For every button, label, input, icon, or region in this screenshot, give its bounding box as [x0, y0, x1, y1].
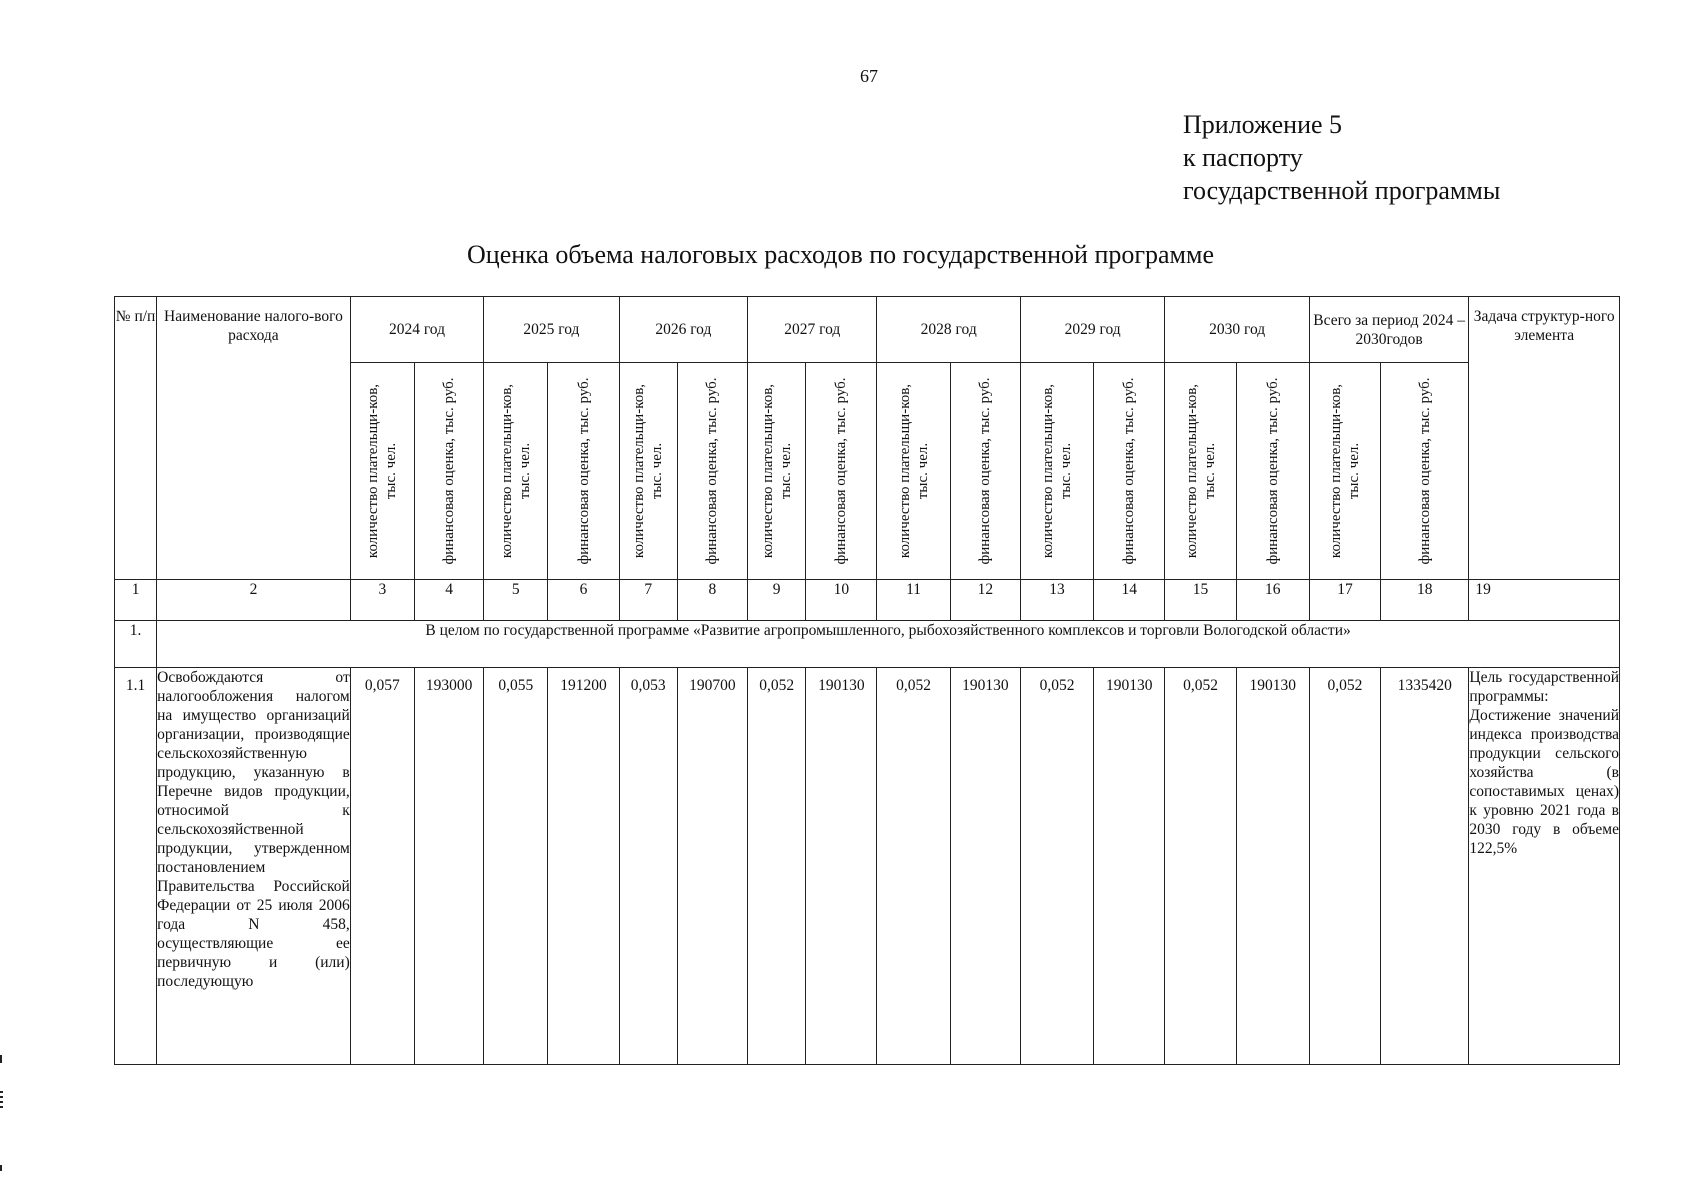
value-fin-total: 1335420 — [1381, 668, 1469, 1065]
value-count-2027: 0,052 — [748, 668, 806, 1065]
column-number: 13 — [1020, 580, 1093, 621]
column-number: 1 — [115, 580, 157, 621]
header-year-2027: 2027 год — [748, 297, 877, 363]
header-num: № п/п — [115, 297, 157, 580]
appendix-note — [1183, 108, 1500, 207]
column-number: 12 — [950, 580, 1020, 621]
header-year-2024: 2024 год — [350, 297, 483, 363]
header-year-2030: 2030 год — [1165, 297, 1309, 363]
value-fin-2026: 190700 — [677, 668, 747, 1065]
subheader-fin-2028: финансовая оценка, тыс. руб. — [950, 363, 1020, 580]
scan-margin-marks — [0, 1055, 4, 1175]
document-title: Оценка объема налоговых расходов по государственной программе — [467, 240, 1215, 269]
value-fin-2024: 193000 — [414, 668, 483, 1065]
column-number: 19 — [1469, 580, 1620, 621]
value-count-2030: 0,052 — [1165, 668, 1236, 1065]
section-number: 1. — [115, 621, 157, 668]
column-number: 4 — [414, 580, 483, 621]
column-number-row — [115, 580, 1620, 621]
subheader-count-2026: количество плательщи-ков, тыс. чел. — [619, 363, 677, 580]
subheader-fin-2025: финансовая оценка, тыс. руб. — [548, 363, 619, 580]
column-number: 17 — [1309, 580, 1380, 621]
appendix-line-1: Приложение 5 — [1183, 110, 1343, 139]
tax-expenditure-name: Освобождаются от налогообложения налогом на имущество организаций организации, производящие сельскохозяйственную продукцию, указанную в Перечне видов продукции, относимой к сельскохозяйственной продукции, утвержденном постановлением Правительства Российской Федерации от 25 июля 2006 года N 458, осуществляющие ее первичную и (или) последующую — [157, 668, 351, 1065]
subheader-fin-2026: финансовая оценка, тыс. руб. — [677, 363, 747, 580]
header-year-2026: 2026 год — [619, 297, 747, 363]
column-number: 2 — [157, 580, 351, 621]
column-number: 16 — [1236, 580, 1309, 621]
header-task: Задача структур-ного элемента — [1469, 297, 1620, 580]
header-year-2025: 2025 год — [484, 297, 619, 363]
subheader-fin-2029: финансовая оценка, тыс. руб. — [1094, 363, 1165, 580]
subheader-fin-2030: финансовая оценка, тыс. руб. — [1236, 363, 1309, 580]
column-number: 15 — [1165, 580, 1236, 621]
subheader-count-2030: количество плательщи-ков, тыс. чел. — [1165, 363, 1236, 580]
section-row — [115, 621, 1620, 668]
value-fin-2030: 190130 — [1236, 668, 1309, 1065]
value-fin-2027: 190130 — [806, 668, 877, 1065]
column-number: 7 — [619, 580, 677, 621]
subheader-count-2024: количество плательщи-ков, тыс. чел. — [350, 363, 414, 580]
header-year-2028: 2028 год — [877, 297, 1020, 363]
value-count-2024: 0,057 — [350, 668, 414, 1065]
column-number: 14 — [1094, 580, 1165, 621]
value-fin-2028: 190130 — [950, 668, 1020, 1065]
appendix-line-2: к паспорту — [1183, 143, 1303, 172]
value-fin-2025: 191200 — [548, 668, 619, 1065]
value-fin-2029: 190130 — [1094, 668, 1165, 1065]
subheader-count-total: количество плательщи-ков, тыс. чел. — [1309, 363, 1380, 580]
column-number: 8 — [677, 580, 747, 621]
column-number: 9 — [748, 580, 806, 621]
column-number: 5 — [484, 580, 548, 621]
subheader-count-2028: количество плательщи-ков, тыс. чел. — [877, 363, 950, 580]
header-name: Наименование налого-вого расхода — [157, 297, 351, 580]
value-count-2028: 0,052 — [877, 668, 950, 1065]
header-total: Всего за период 2024 – 2030годов — [1309, 297, 1469, 363]
column-number: 11 — [877, 580, 950, 621]
structural-element-task: Цель государственной программы: Достижение значений индекса производства продукции сельского хозяйства (в сопоставимых ценах) к уровню 2021 года в 2030 году в объеме 122,5% — [1469, 668, 1620, 1065]
value-count-total: 0,052 — [1309, 668, 1380, 1065]
column-number: 6 — [548, 580, 619, 621]
column-number: 18 — [1381, 580, 1469, 621]
row-number: 1.1 — [115, 668, 157, 1065]
section-title: В целом по государственной программе «Развитие агропромышленного, рыбохозяйственного комплексов и торговли Вологодской области» — [157, 621, 1620, 668]
subheader-count-2027: количество плательщи-ков, тыс. чел. — [748, 363, 806, 580]
subheader-fin-2027: финансовая оценка, тыс. руб. — [806, 363, 877, 580]
subheader-count-2025: количество плательщи-ков, тыс. чел. — [484, 363, 548, 580]
subheader-count-2029: количество плательщи-ков, тыс. чел. — [1020, 363, 1093, 580]
header-year-2029: 2029 год — [1020, 297, 1164, 363]
value-count-2029: 0,052 — [1020, 668, 1093, 1065]
table-row — [115, 668, 1620, 1065]
value-count-2026: 0,053 — [619, 668, 677, 1065]
subheader-fin-2024: финансовая оценка, тыс. руб. — [414, 363, 483, 580]
tax-expenditure-table — [114, 296, 1620, 1065]
page-number: 67 — [860, 66, 878, 86]
column-number: 3 — [350, 580, 414, 621]
subheader-fin-total: финансовая оценка, тыс. руб. — [1381, 363, 1469, 580]
value-count-2025: 0,055 — [484, 668, 548, 1065]
column-number: 10 — [806, 580, 877, 621]
appendix-line-3: государственной программы — [1183, 176, 1501, 205]
